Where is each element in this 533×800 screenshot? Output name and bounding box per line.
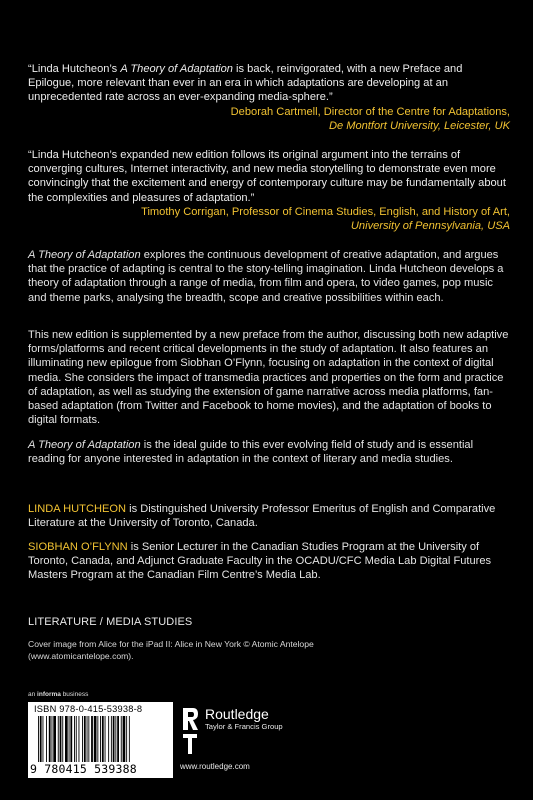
barcode-bar [129,716,130,762]
description-paragraph-1: A Theory of Adaptation explores the continuous development of creative adaptation, and argues that the practice of adapting is central to the story-telling imagination. Linda Hutcheon develops a theory of adaptation through a range of media, from film and opera, to video games, pop music and theme parks, analysing the breadth, scope and creative possibilities within each. [28,249,504,304]
barcode-bar [87,716,88,762]
barcode-bar [115,716,116,762]
description-paragraph-2: This new edition is supplemented by a new preface from the author, discussing both new adaptive forms/platforms and recent critical developments in the study of adaptation. It also features an illuminating new epilogue from Siobhan O’Flynn, focusing on adaptation in the context of digital media. She considers the impact of transmedia practices and properties on the form and practice of adaptation, as well as studying the extension of game narrative across media platforms, fan-based adaptation (from Twitter and Facebook to home movies), and the adaptation of books to digital formats. [28,329,509,427]
informa-business-label: an informa business [28,691,89,698]
barcode-bar [40,716,42,762]
barcode-bar [102,716,104,762]
barcode-bar [52,716,53,762]
barcode-bar [88,716,89,762]
barcode-bar [70,716,72,762]
barcode-bar [82,716,83,762]
barcode-digits: 9 780415 539388 [30,762,137,776]
endorsement-2-attribution: Timothy Corrigan, Professor of Cinema Studies, English, and History of Art, University of Pennsylvania, USA [141,205,510,233]
barcode-bar [76,716,77,762]
endorsement-1-attribution: Deborah Cartmell, Director of the Centre for Adaptations, De Montfort University, Leicester, UK [230,105,510,132]
publisher-name: Routledge [205,706,269,722]
barcode-bar [108,716,109,762]
barcode-bar [97,716,98,762]
barcode-bar [69,716,70,762]
barcode-bar [65,716,68,762]
barcode-bar [117,716,119,762]
author-bio-2: SIOBHAN O’FLYNN is Senior Lecturer in the Canadian Studies Program at the University of Toronto, Canada, and Adjunct Graduate Faculty in the OCADU/CFC Media Lab Digital Futures Masters Program at the Canadian Film Centre’s Media Lab. [28,541,492,582]
barcode-bar [91,716,93,762]
publisher-url: www.routledge.com [180,762,250,771]
barcode-bar [111,716,112,762]
author-name: LINDA HUTCHEON [28,503,127,515]
endorsement-1 [28,62,510,133]
barcode-bars [38,716,166,762]
barcode-bar [53,716,56,762]
routledge-logo-icon [180,704,200,758]
endorsement-1-text: “Linda Hutcheon’s A Theory of Adaptation is back, reinvigorated, with a new Preface and Epilogue, more relevant than ever in an era in which adaptations are developing at an unprecedented rate across an ever-expanding media-sphere.” [28,63,463,104]
barcode-bar [79,716,80,762]
publisher-group: Taylor & Francis Group [205,722,283,731]
isbn-number: ISBN 978-0-415-53938-8 [34,704,143,714]
barcode-bar [38,716,39,762]
barcode-bar [121,716,122,762]
barcode-bar [60,716,62,762]
endorsement-2-text: “Linda Hutcheon’s expanded new edition follows its original argument into the terrains of converging cultures, Internet interactivity, and new media storytelling to demonstrate even more convincingly that the excitement and energy of contemporary culture may be fundamentally about the complexities and pleasures of adaptation.” [28,149,506,204]
barcode-bar [84,716,86,762]
barcode-bar [123,716,126,762]
barcode-bar [94,716,97,762]
barcode-bar [58,716,59,762]
barcode-bar [100,716,101,762]
barcode-bar [43,716,44,762]
cover-credit: Cover image from Alice for the iPad II: Alice in New York © Atomic Antelope (www.atomicantelope.com). [28,639,314,661]
barcode-bar [113,716,115,762]
description-paragraph-3: A Theory of Adaptation is the ideal guide to this ever evolving field of study and is essential reading for anyone interested in adaptation in the context of literary and media studies. [28,439,474,466]
author-name: SIOBHAN O’FLYNN [28,541,128,553]
subject-category: LITERATURE / MEDIA STUDIES [28,616,193,628]
barcode-bar [126,716,127,762]
barcode-bar [105,716,106,762]
barcode-bar [46,716,47,762]
barcode-bar [74,716,75,762]
barcode-bar [49,716,51,762]
isbn-barcode [28,702,173,778]
author-bio-1: LINDA HUTCHEON is Distinguished University Professor Emeritus of English and Comparative Literature at the University of Toronto, Canada. [28,503,496,530]
barcode-bar [62,716,63,762]
endorsement-2 [28,148,510,233]
